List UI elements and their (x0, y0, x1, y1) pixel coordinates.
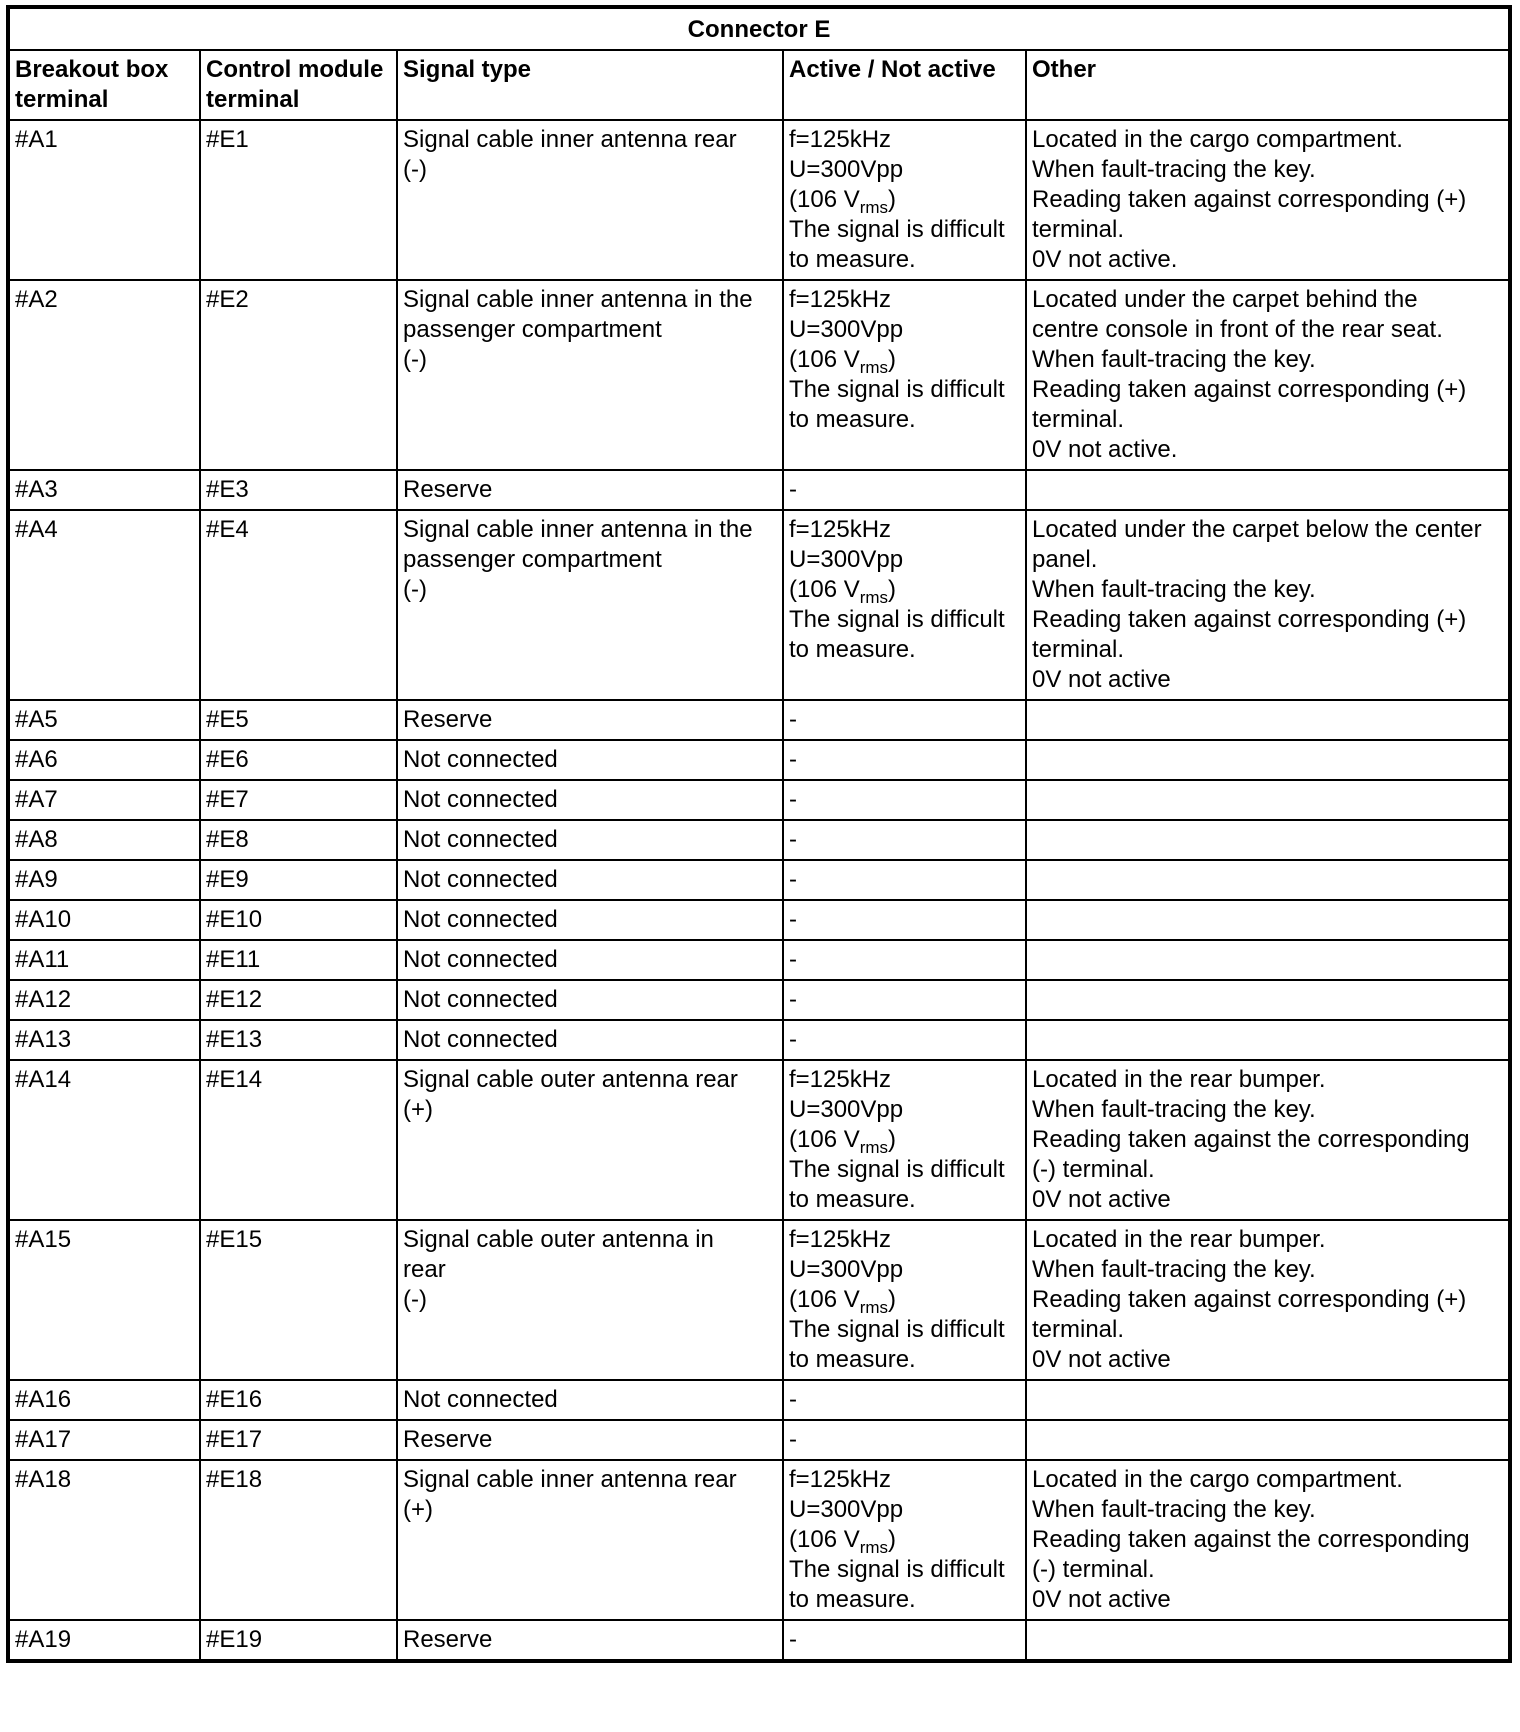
signal-type-cell: Not connected (397, 740, 783, 780)
active-cell: - (783, 820, 1026, 860)
breakout-terminal-cell: #A14 (8, 1060, 200, 1220)
breakout-terminal-cell: #A12 (8, 980, 200, 1020)
vrms-value (789, 185, 1020, 215)
control-module-terminal-cell: #E10 (200, 900, 397, 940)
breakout-terminal-cell: #A8 (8, 820, 200, 860)
other-cell (1026, 780, 1510, 820)
table-row (8, 1060, 1510, 1220)
header-other: Other (1026, 50, 1510, 120)
breakout-terminal-cell: #A18 (8, 1460, 200, 1620)
measurement-note: The signal is difficult to measure. (789, 1556, 1005, 1613)
frequency-value: f=125kHz (789, 286, 892, 313)
active-cell (783, 280, 1026, 470)
signal-type-cell: Not connected (397, 900, 783, 940)
signal-type-cell: Not connected (397, 980, 783, 1020)
vrms-value (789, 1525, 1020, 1555)
control-module-terminal-cell: #E6 (200, 740, 397, 780)
other-cell: Located in the rear bumper. When fault-tracing the key. Reading taken against the corresponding (-) terminal. 0V not active (1026, 1060, 1510, 1220)
breakout-terminal-cell: #A10 (8, 900, 200, 940)
other-cell: Located in the cargo compartment. When fault-tracing the key. Reading taken against corresponding (+) terminal. 0V not active. (1026, 120, 1510, 280)
other-cell (1026, 1420, 1510, 1460)
table-row (8, 1220, 1510, 1380)
other-cell (1026, 940, 1510, 980)
active-cell: - (783, 1020, 1026, 1060)
header-signal-type: Signal type (397, 50, 783, 120)
vrms-value (789, 1285, 1020, 1315)
measurement-note: The signal is difficult to measure. (789, 1316, 1005, 1373)
other-cell: Located in the rear bumper. When fault-tracing the key. Reading taken against corresponding (+) terminal. 0V not active (1026, 1220, 1510, 1380)
active-cell (783, 120, 1026, 280)
active-cell: - (783, 700, 1026, 740)
active-cell: - (783, 740, 1026, 780)
control-module-terminal-cell: #E18 (200, 1460, 397, 1620)
active-cell (783, 1460, 1026, 1620)
active-cell: - (783, 900, 1026, 940)
active-cell: - (783, 1380, 1026, 1420)
table-body (8, 120, 1510, 1661)
table-row (8, 940, 1510, 980)
signal-type-cell: Signal cable inner antenna in the passenger compartment (-) (397, 510, 783, 700)
frequency-value: f=125kHz (789, 1066, 892, 1093)
control-module-terminal-cell: #E16 (200, 1380, 397, 1420)
vrms-close: ) (888, 1286, 897, 1313)
other-cell (1026, 980, 1510, 1020)
vrms-subscript: rms (859, 588, 889, 607)
signal-type-cell: Not connected (397, 820, 783, 860)
connector-table (6, 5, 1512, 1663)
active-cell: - (783, 980, 1026, 1020)
active-cell: - (783, 1620, 1026, 1661)
control-module-terminal-cell: #E14 (200, 1060, 397, 1220)
voltage-value: U=300Vpp (789, 1096, 904, 1123)
control-module-terminal-cell: #E12 (200, 980, 397, 1020)
header-active-not-active: Active / Not active (783, 50, 1026, 120)
voltage-value: U=300Vpp (789, 546, 904, 573)
table-caption: Connector E (8, 7, 1510, 50)
other-cell (1026, 900, 1510, 940)
table-row (8, 1020, 1510, 1060)
breakout-terminal-cell: #A19 (8, 1620, 200, 1661)
header-row (8, 50, 1510, 120)
signal-type-cell: Reserve (397, 470, 783, 510)
breakout-terminal-cell: #A1 (8, 120, 200, 280)
active-cell: - (783, 780, 1026, 820)
signal-type-cell: Signal cable inner antenna rear (-) (397, 120, 783, 280)
breakout-terminal-cell: #A11 (8, 940, 200, 980)
active-cell: - (783, 470, 1026, 510)
control-module-terminal-cell: #E15 (200, 1220, 397, 1380)
measurement-note: The signal is difficult to measure. (789, 1156, 1005, 1213)
other-cell: Located under the carpet below the center panel. When fault-tracing the key. Reading taken against corresponding (+) terminal. 0V not active (1026, 510, 1510, 700)
frequency-value: f=125kHz (789, 1466, 892, 1493)
control-module-terminal-cell: #E8 (200, 820, 397, 860)
header-control-module-terminal: Control module terminal (200, 50, 397, 120)
table-row (8, 740, 1510, 780)
breakout-terminal-cell: #A5 (8, 700, 200, 740)
control-module-terminal-cell: #E17 (200, 1420, 397, 1460)
control-module-terminal-cell: #E13 (200, 1020, 397, 1060)
caption-row (8, 7, 1510, 50)
voltage-value: U=300Vpp (789, 1496, 904, 1523)
signal-type-cell: Not connected (397, 940, 783, 980)
frequency-value: f=125kHz (789, 1226, 892, 1253)
vrms-close: ) (888, 576, 897, 603)
breakout-terminal-cell: #A9 (8, 860, 200, 900)
signal-type-cell: Signal cable outer antenna rear (+) (397, 1060, 783, 1220)
signal-type-cell: Signal cable inner antenna rear (+) (397, 1460, 783, 1620)
measurement-note: The signal is difficult to measure. (789, 216, 1005, 273)
signal-type-cell: Not connected (397, 1020, 783, 1060)
breakout-terminal-cell: #A6 (8, 740, 200, 780)
breakout-terminal-cell: #A2 (8, 280, 200, 470)
active-cell (783, 1220, 1026, 1380)
table-row (8, 980, 1510, 1020)
breakout-terminal-cell: #A15 (8, 1220, 200, 1380)
breakout-terminal-cell: #A17 (8, 1420, 200, 1460)
signal-type-cell: Reserve (397, 700, 783, 740)
table-row (8, 1420, 1510, 1460)
control-module-terminal-cell: #E19 (200, 1620, 397, 1661)
signal-type-cell: Signal cable outer antenna in rear (-) (397, 1220, 783, 1380)
other-cell: Located under the carpet behind the centre console in front of the rear seat. When fault-tracing the key. Reading taken against corresponding (+) terminal. 0V not active. (1026, 280, 1510, 470)
vrms-subscript: rms (859, 1538, 889, 1557)
control-module-terminal-cell: #E4 (200, 510, 397, 700)
table-row (8, 120, 1510, 280)
vrms-number: (106 V (789, 576, 860, 603)
other-cell (1026, 740, 1510, 780)
signal-type-cell: Not connected (397, 780, 783, 820)
table-row (8, 1380, 1510, 1420)
other-cell: Located in the cargo compartment. When fault-tracing the key. Reading taken against the corresponding (-) terminal. 0V not active (1026, 1460, 1510, 1620)
table-row (8, 1460, 1510, 1620)
vrms-value (789, 345, 1020, 375)
table-row (8, 900, 1510, 940)
breakout-terminal-cell: #A16 (8, 1380, 200, 1420)
table-row (8, 470, 1510, 510)
control-module-terminal-cell: #E5 (200, 700, 397, 740)
control-module-terminal-cell: #E2 (200, 280, 397, 470)
breakout-terminal-cell: #A4 (8, 510, 200, 700)
active-cell: - (783, 940, 1026, 980)
other-cell (1026, 1620, 1510, 1661)
vrms-number: (106 V (789, 346, 860, 373)
table-row (8, 510, 1510, 700)
signal-type-cell: Signal cable inner antenna in the passenger compartment (-) (397, 280, 783, 470)
control-module-terminal-cell: #E9 (200, 860, 397, 900)
other-cell (1026, 860, 1510, 900)
signal-type-cell: Reserve (397, 1420, 783, 1460)
control-module-terminal-cell: #E3 (200, 470, 397, 510)
vrms-close: ) (888, 1126, 897, 1153)
vrms-number: (106 V (789, 1126, 860, 1153)
table-row (8, 280, 1510, 470)
other-cell (1026, 1020, 1510, 1060)
vrms-value (789, 575, 1020, 605)
vrms-close: ) (888, 186, 897, 213)
vrms-subscript: rms (859, 358, 889, 377)
vrms-value (789, 1125, 1020, 1155)
table-row (8, 700, 1510, 740)
frequency-value: f=125kHz (789, 126, 892, 153)
active-cell (783, 1060, 1026, 1220)
control-module-terminal-cell: #E11 (200, 940, 397, 980)
breakout-terminal-cell: #A7 (8, 780, 200, 820)
voltage-value: U=300Vpp (789, 156, 904, 183)
other-cell (1026, 700, 1510, 740)
voltage-value: U=300Vpp (789, 1256, 904, 1283)
active-cell (783, 510, 1026, 700)
active-cell: - (783, 1420, 1026, 1460)
header-breakout-terminal: Breakout box terminal (8, 50, 200, 120)
breakout-terminal-cell: #A13 (8, 1020, 200, 1060)
measurement-note: The signal is difficult to measure. (789, 376, 1005, 433)
voltage-value: U=300Vpp (789, 316, 904, 343)
other-cell (1026, 820, 1510, 860)
vrms-subscript: rms (859, 1298, 889, 1317)
vrms-subscript: rms (859, 198, 889, 217)
vrms-close: ) (888, 346, 897, 373)
table-row (8, 860, 1510, 900)
breakout-terminal-cell: #A3 (8, 470, 200, 510)
table-row (8, 820, 1510, 860)
frequency-value: f=125kHz (789, 516, 892, 543)
signal-type-cell: Reserve (397, 1620, 783, 1661)
active-cell: - (783, 860, 1026, 900)
signal-type-cell: Not connected (397, 860, 783, 900)
vrms-subscript: rms (859, 1138, 889, 1157)
signal-type-cell: Not connected (397, 1380, 783, 1420)
vrms-close: ) (888, 1526, 897, 1553)
other-cell (1026, 470, 1510, 510)
other-cell (1026, 1380, 1510, 1420)
control-module-terminal-cell: #E1 (200, 120, 397, 280)
vrms-number: (106 V (789, 1526, 860, 1553)
table-row (8, 780, 1510, 820)
control-module-terminal-cell: #E7 (200, 780, 397, 820)
measurement-note: The signal is difficult to measure. (789, 606, 1005, 663)
vrms-number: (106 V (789, 1286, 860, 1313)
table-row (8, 1620, 1510, 1661)
vrms-number: (106 V (789, 186, 860, 213)
